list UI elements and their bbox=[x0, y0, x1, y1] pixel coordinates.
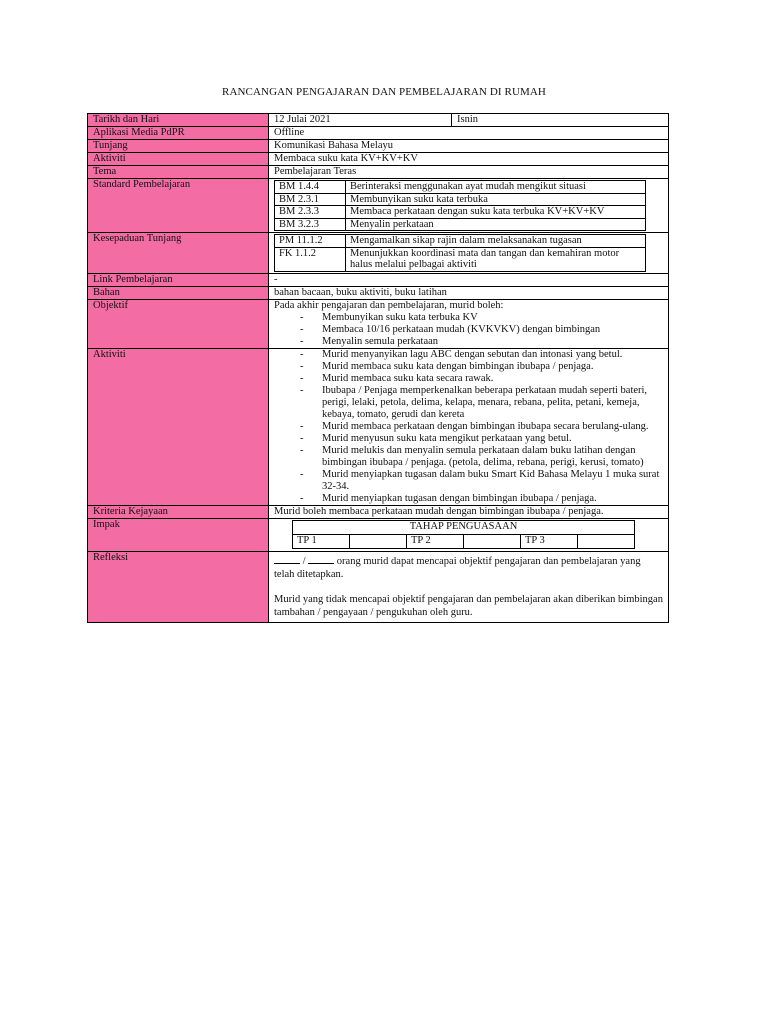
standard-table bbox=[274, 180, 646, 231]
aktiviti-item: - Ibubapa / Penjaga memperkenalkan beberapa perkataan mudah seperti bateri, perigi, lelaki, petola, delima, kelapa, menara, rebana, pelita, petani, kemeja, kebaya, tomato, gerudi dan kereta bbox=[274, 385, 663, 421]
tp3-label: TP 3 bbox=[521, 534, 578, 548]
label-link: Link Pembelajaran bbox=[88, 273, 269, 286]
document-title: RANCANGAN PENGAJARAN DAN PEMBELAJARAN DI RUMAH bbox=[222, 86, 546, 98]
label-tarikh: Tarikh dan Hari bbox=[88, 114, 269, 127]
refleksi-text2: Murid yang tidak mencapai objektif pengajaran dan pembelajaran akan diberikan bimbingan tambahan / pengayaan / pengukuhan oleh guru. bbox=[274, 593, 663, 618]
value-tema: Pembelajaran Teras bbox=[269, 166, 669, 179]
row-tema bbox=[88, 166, 669, 179]
kesepaduan-text: Mengamalkan sikap rajin dalam melaksanakan tugasan bbox=[346, 235, 646, 248]
value-aktiviti bbox=[269, 348, 669, 505]
value-link: - bbox=[269, 273, 669, 286]
standard-code: BM 2.3.1 bbox=[275, 193, 346, 206]
row-impak bbox=[88, 518, 669, 551]
standard-item bbox=[275, 181, 646, 194]
aktiviti-list bbox=[274, 349, 663, 505]
row-aktiviti bbox=[88, 348, 669, 505]
tp3-box bbox=[578, 534, 635, 548]
aktiviti-item: - Murid menyusun suku kata mengikut perkataan yang betul. bbox=[274, 433, 663, 445]
standard-item bbox=[275, 206, 646, 219]
standard-text: Membaca perkataan dengan suku kata terbuka KV+KV+KV bbox=[346, 206, 646, 219]
label-impak: Impak bbox=[88, 518, 269, 551]
standard-text: Menyalin perkataan bbox=[346, 218, 646, 231]
kesepaduan-item bbox=[275, 235, 646, 248]
row-refleksi bbox=[88, 551, 669, 622]
label-tunjang: Tunjang bbox=[88, 140, 269, 153]
label-aktiviti-summary: Aktiviti bbox=[88, 153, 269, 166]
value-aplikasi: Offline bbox=[269, 127, 669, 140]
standard-text: Berinteraksi menggunakan ayat mudah mengikut situasi bbox=[346, 181, 646, 194]
aktiviti-item: - Murid menyiapkan tugasan dalam buku Smart Kid Bahasa Melayu 1 muka surat 32-34. bbox=[274, 469, 663, 493]
standard-code: BM 1.4.4 bbox=[275, 181, 346, 194]
lesson-plan-table bbox=[87, 113, 669, 623]
objektif-item: - Membunyikan suku kata terbuka KV bbox=[274, 312, 663, 324]
value-refleksi bbox=[269, 551, 669, 622]
aktiviti-item: - Murid membaca suku kata dengan bimbingan ibubapa / penjaga. bbox=[274, 361, 663, 373]
tahap-heading: TAHAP PENGUASAAN bbox=[293, 520, 635, 534]
standard-item bbox=[275, 218, 646, 231]
row-aplikasi bbox=[88, 127, 669, 140]
row-link bbox=[88, 273, 669, 286]
label-kriteria: Kriteria Kejayaan bbox=[88, 505, 269, 518]
refleksi-sep: / bbox=[302, 555, 306, 567]
kesepaduan-text: Menunjukkan koordinasi mata dan tangan dan kemahiran motor halus melalui pelbagai aktiviti bbox=[346, 247, 646, 271]
label-bahan: Bahan bbox=[88, 286, 269, 299]
label-tema: Tema bbox=[88, 166, 269, 179]
value-tunjang: Komunikasi Bahasa Melayu bbox=[269, 140, 669, 153]
objektif-item: - Membaca 10/16 perkataan mudah (KVKVKV) dengan bimbingan bbox=[274, 324, 663, 336]
tp2-box bbox=[464, 534, 521, 548]
tp1-label: TP 1 bbox=[293, 534, 350, 548]
refleksi-text1: orang murid dapat mencapai objektif pengajaran dan pembelajaran yang telah ditetapkan. bbox=[274, 555, 641, 580]
date-value: 12 Julai 2021 bbox=[269, 114, 452, 126]
value-kesepaduan bbox=[269, 233, 669, 274]
objektif-intro: Pada akhir pengajaran dan pembelajaran, murid boleh: bbox=[274, 299, 504, 311]
aktiviti-item: - Murid membaca suku kata secara rawak. bbox=[274, 373, 663, 385]
label-aplikasi: Aplikasi Media PdPR bbox=[88, 127, 269, 140]
label-aktiviti: Aktiviti bbox=[88, 348, 269, 505]
row-tarikh bbox=[88, 114, 669, 127]
label-refleksi: Refleksi bbox=[88, 551, 269, 622]
blank-field[interactable] bbox=[274, 554, 300, 564]
tp1-box bbox=[350, 534, 407, 548]
tahap-table bbox=[292, 520, 635, 549]
standard-code: BM 2.3.3 bbox=[275, 206, 346, 219]
value-objektif bbox=[269, 299, 669, 348]
day-value: Isnin bbox=[457, 114, 478, 125]
row-bahan bbox=[88, 286, 669, 299]
kesepaduan-table bbox=[274, 234, 646, 272]
aktiviti-item: - Murid melukis dan menyalin semula perkataan dalam buku latihan dengan bimbingan ibubapa / penjaga. (petola, delima, rebana, perigi, kerusi, tomato) bbox=[274, 445, 663, 469]
standard-text: Membunyikan suku kata terbuka bbox=[346, 193, 646, 206]
row-standard bbox=[88, 179, 669, 233]
objektif-list bbox=[274, 312, 663, 348]
value-standard bbox=[269, 179, 669, 233]
value-kriteria: Murid boleh membaca perkataan mudah dengan bimbingan ibubapa / penjaga. bbox=[269, 505, 669, 518]
standard-code: BM 3.2.3 bbox=[275, 218, 346, 231]
value-bahan: bahan bacaan, buku aktiviti, buku latihan bbox=[269, 286, 669, 299]
label-kesepaduan: Kesepaduan Tunjang bbox=[88, 233, 269, 274]
row-tunjang bbox=[88, 140, 669, 153]
kesepaduan-code: FK 1.1.2 bbox=[275, 247, 346, 271]
value-impak bbox=[269, 518, 669, 551]
blank-field[interactable] bbox=[308, 554, 334, 564]
refleksi-line1 bbox=[274, 554, 663, 581]
label-standard: Standard Pembelajaran bbox=[88, 179, 269, 233]
value-tarikh bbox=[269, 114, 669, 127]
tp2-label: TP 2 bbox=[407, 534, 464, 548]
aktiviti-item: - Murid membaca perkataan dengan bimbingan ibubapa secara berulang-ulang. bbox=[274, 421, 663, 433]
objektif-item: - Menyalin semula perkataan bbox=[274, 336, 663, 348]
row-kriteria bbox=[88, 505, 669, 518]
aktiviti-item: - Murid menyanyikan lagu ABC dengan sebutan dan intonasi yang betul. bbox=[274, 349, 663, 361]
standard-item bbox=[275, 193, 646, 206]
value-aktiviti-summary: Membaca suku kata KV+KV+KV bbox=[269, 153, 669, 166]
aktiviti-item: - Murid menyiapkan tugasan dengan bimbingan ibubapa / penjaga. bbox=[274, 493, 663, 505]
row-kesepaduan bbox=[88, 233, 669, 274]
row-aktiviti-summary bbox=[88, 153, 669, 166]
kesepaduan-code: PM 11.1.2 bbox=[275, 235, 346, 248]
label-objektif: Objektif bbox=[88, 299, 269, 348]
row-objektif bbox=[88, 299, 669, 348]
kesepaduan-item bbox=[275, 247, 646, 271]
